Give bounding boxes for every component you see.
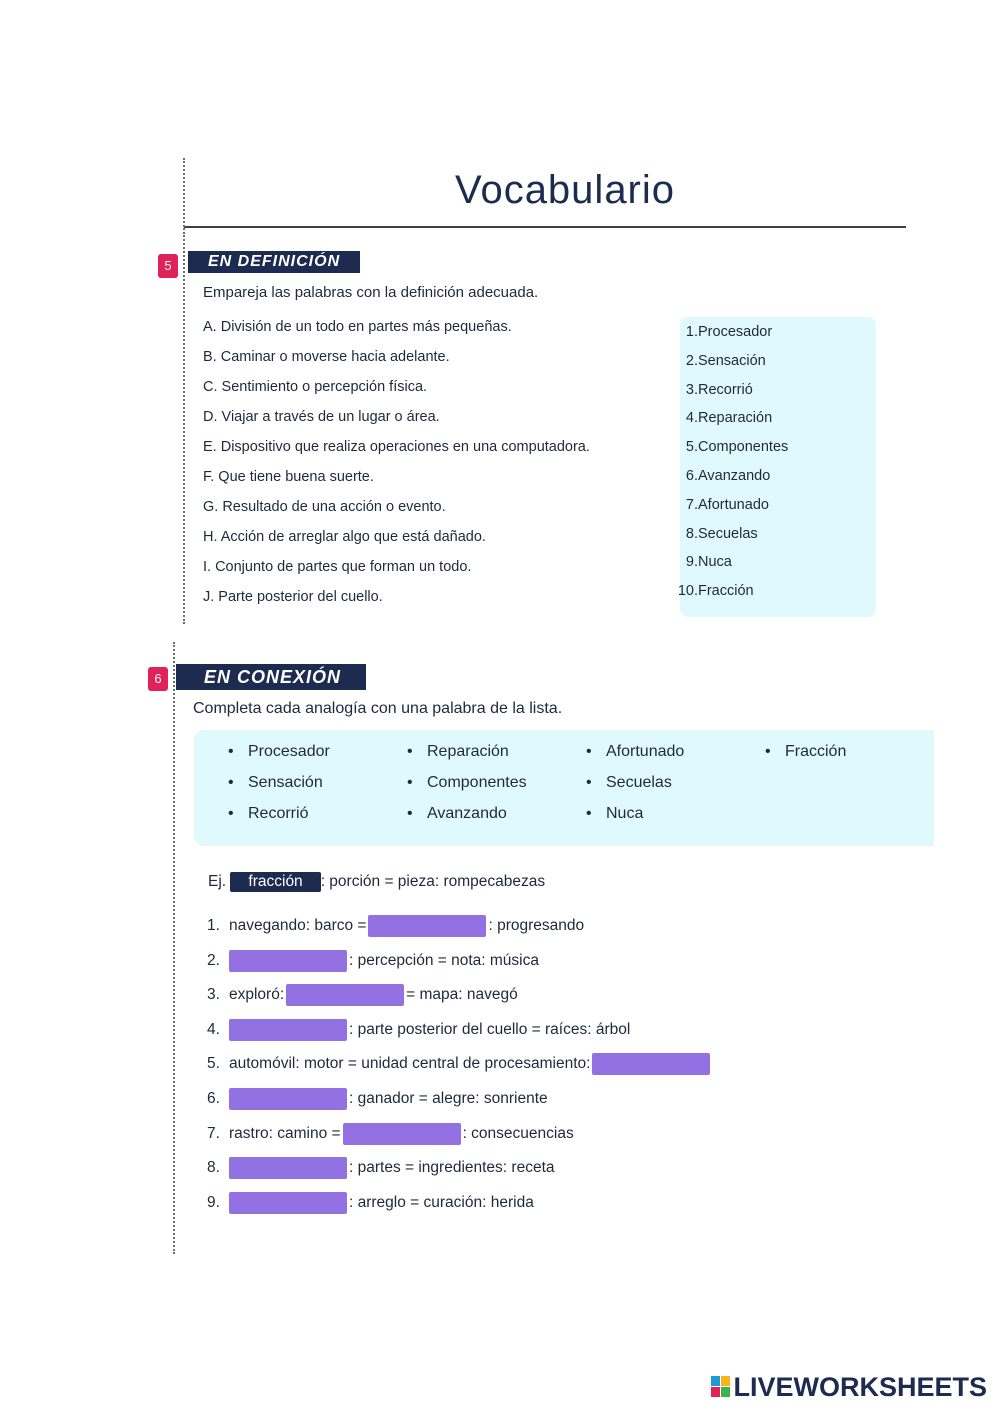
definition-item: I. Conjunto de partes que forman un todo.	[203, 559, 472, 575]
word-bank-word: Recorrió	[698, 381, 753, 398]
word-list-item	[407, 774, 527, 792]
analogy-number: 7.	[207, 1124, 220, 1142]
word-list-word: Avanzando	[427, 805, 507, 822]
bullet-icon: •	[228, 805, 234, 822]
word-bank-word: Componentes	[698, 439, 789, 456]
answer-blank-input[interactable]	[229, 1019, 347, 1041]
section-instruction: Empareja las palabras con la definición adecuada.	[203, 284, 539, 301]
section-heading: EN DEFINICIÓN	[188, 251, 360, 273]
word-list-item	[407, 805, 507, 823]
word-list-word: Afortunado	[606, 743, 685, 760]
definition-item: A. División de un todo en partes más pequeñas.	[203, 319, 512, 335]
word-bank-item	[658, 583, 754, 599]
word-list-word: Recorrió	[248, 805, 309, 822]
answer-blank-input[interactable]	[368, 915, 486, 937]
word-bank-word: Sensación	[698, 352, 766, 369]
analogy-number: 5.	[207, 1055, 220, 1073]
example-prefix: Ej.	[208, 873, 227, 890]
answer-blank-input[interactable]	[229, 1088, 347, 1110]
answer-blank-input[interactable]	[229, 1192, 347, 1214]
word-list-item	[407, 743, 509, 761]
analogy-row	[207, 914, 584, 938]
word-list-item	[586, 743, 684, 761]
word-list-word: Secuelas	[606, 774, 672, 791]
word-bank-item	[658, 468, 770, 484]
margin-dotted-line	[183, 158, 185, 230]
word-bank-item	[658, 324, 772, 340]
word-bank-word: Fracción	[698, 583, 754, 600]
bullet-icon: •	[586, 774, 592, 791]
word-list-word: Reparación	[427, 743, 509, 760]
analogy-row	[207, 1052, 710, 1076]
analogy-text-before: exploró:	[229, 986, 285, 1004]
word-bank-word: Reparación	[698, 410, 773, 427]
definition-item: D. Viajar a través de un lugar o área.	[203, 409, 440, 425]
word-bank-number: 3.	[685, 381, 698, 398]
answer-blank-input[interactable]	[592, 1053, 710, 1075]
analogy-text-after: : percepción = nota: música	[349, 951, 539, 969]
word-list-word: Sensación	[248, 774, 323, 791]
analogy-text-after: : arreglo = curación: herida	[349, 1193, 534, 1211]
example-answer: fracción	[230, 872, 320, 892]
word-bank-box	[677, 317, 876, 617]
analogy-number: 2.	[207, 951, 220, 969]
word-list-item	[765, 743, 846, 761]
analogy-number: 1.	[207, 917, 220, 934]
bullet-icon: •	[586, 743, 592, 760]
bullet-icon: •	[228, 743, 234, 760]
margin-dotted-line	[183, 232, 185, 624]
analogy-row	[207, 1156, 555, 1180]
word-list-item	[586, 805, 643, 823]
word-bank-number: 1.	[685, 324, 698, 340]
analogy-text-before: navegando: barco =	[229, 917, 367, 934]
word-list-item	[228, 774, 323, 792]
analogy-text-after: : consecuencias	[462, 1124, 574, 1142]
example-text: : porción = pieza: rompecabezas	[320, 873, 546, 890]
word-bank-word: Avanzando	[698, 468, 771, 484]
word-bank-item	[658, 439, 788, 455]
word-bank-item	[658, 353, 766, 369]
word-bank-number: 2.	[685, 352, 698, 369]
bullet-icon: •	[228, 774, 234, 791]
word-list-item	[228, 805, 308, 823]
definition-item: F. Que tiene buena suerte.	[203, 469, 374, 485]
analogy-row	[207, 949, 539, 973]
analogy-text-after: : ganador = alegre: sonriente	[349, 1090, 548, 1107]
word-bank-word: Secuelas	[698, 525, 758, 542]
analogy-number: 6.	[207, 1090, 220, 1107]
analogy-row	[207, 1087, 548, 1111]
bullet-icon: •	[407, 805, 413, 822]
word-bank-number: 8.	[685, 525, 698, 542]
analogy-text-after: = mapa: navegó	[406, 986, 518, 1004]
bullet-icon: •	[765, 743, 771, 760]
bullet-icon: •	[407, 743, 413, 760]
analogy-text-after: : partes = ingredientes: receta	[349, 1159, 555, 1177]
bullet-icon: •	[407, 774, 413, 791]
word-bank-word: Nuca	[698, 554, 732, 571]
liveworksheets-logo	[711, 1372, 987, 1403]
word-list-item	[228, 743, 330, 761]
word-list-item	[586, 774, 672, 792]
section-instruction: Completa cada analogía con una palabra de la lista.	[193, 700, 563, 717]
answer-blank-input[interactable]	[229, 950, 347, 972]
definition-item: C. Sentimiento o percepción física.	[203, 379, 428, 395]
margin-dotted-line	[173, 642, 175, 1254]
section-number-badge: 5	[158, 254, 178, 278]
answer-blank-input[interactable]	[229, 1157, 347, 1179]
word-bank-word: Afortunado	[698, 496, 769, 513]
word-bank-number: 9.	[685, 554, 698, 571]
definition-item: G. Resultado de una acción o evento.	[203, 499, 446, 515]
definition-item: B. Caminar o moverse hacia adelante.	[203, 349, 450, 365]
word-list-word: Componentes	[427, 774, 527, 791]
word-bank-word: Procesador	[698, 324, 773, 340]
analogy-text-before: automóvil: motor = unidad central de procesamiento:	[229, 1055, 591, 1073]
section-number-badge: 6	[148, 667, 168, 691]
bullet-icon: •	[586, 805, 592, 822]
example-row	[208, 872, 545, 892]
word-bank-number: 7.	[685, 496, 698, 513]
definition-item: H. Acción de arreglar algo que está dañado.	[203, 529, 486, 545]
word-bank-item	[658, 410, 772, 426]
section-heading: EN CONEXIÓN	[176, 664, 366, 690]
logo-mark-icon	[711, 1376, 731, 1398]
word-bank-item	[658, 526, 758, 542]
word-list-word: Fracción	[785, 743, 847, 760]
answer-blank-input[interactable]	[343, 1123, 461, 1145]
word-bank-number: 5.	[685, 439, 698, 456]
analogy-text-after: : progresando	[488, 917, 585, 934]
definition-item: E. Dispositivo que realiza operaciones en una computadora.	[203, 439, 590, 455]
analogy-text-before: rastro: camino =	[229, 1124, 341, 1142]
analogy-number: 4.	[207, 1020, 220, 1038]
word-list-word: Nuca	[606, 805, 644, 822]
analogy-row	[207, 1191, 534, 1215]
title-divider	[184, 226, 906, 228]
answer-blank-input[interactable]	[286, 984, 404, 1006]
word-bank-number: 4.	[685, 410, 698, 427]
analogy-row	[207, 1122, 574, 1146]
word-bank-number: 10.	[677, 583, 698, 600]
analogy-number: 3.	[207, 986, 220, 1004]
analogy-text-after: : parte posterior del cuello = raíces: árbol	[349, 1020, 631, 1038]
analogy-number: 9.	[207, 1193, 220, 1211]
word-bank-item	[658, 554, 732, 570]
page-title: Vocabulario	[454, 168, 676, 212]
word-bank-item	[658, 382, 753, 398]
analogy-row	[207, 983, 518, 1007]
analogy-row	[207, 1018, 630, 1042]
word-list-word: Procesador	[248, 743, 330, 760]
logo-text: LIVEWORKSHEETS	[733, 1372, 987, 1402]
word-bank-number: 6.	[685, 468, 698, 484]
word-bank-item	[658, 497, 769, 513]
definition-item: J. Parte posterior del cuello.	[203, 589, 383, 605]
analogy-number: 8.	[207, 1159, 220, 1177]
